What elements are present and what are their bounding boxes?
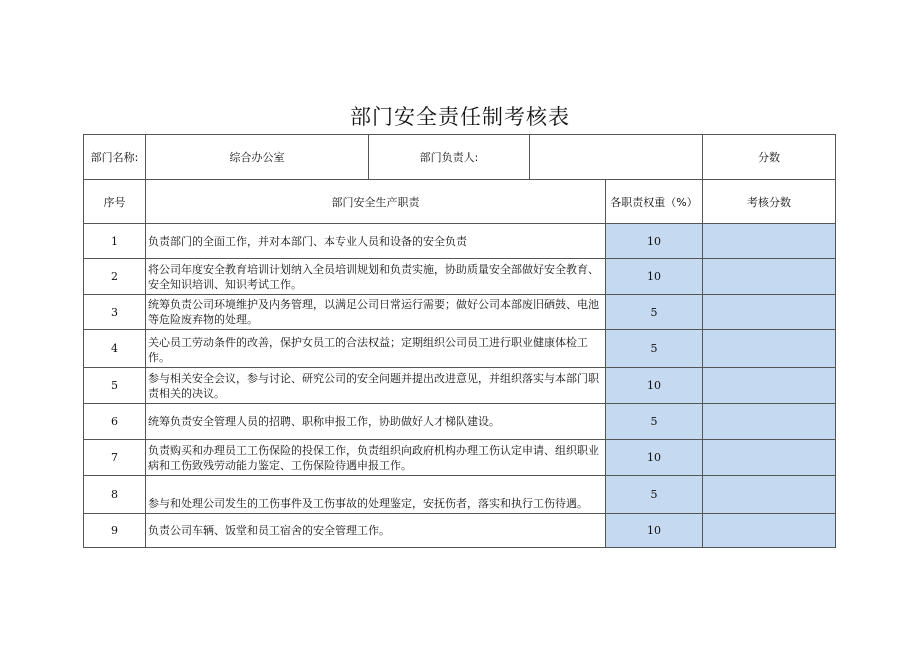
table-row (84, 440, 836, 476)
row-weight: 5 (606, 330, 703, 368)
row-score-cell[interactable] (703, 476, 836, 514)
row-duty: 参与相关安全会议，参与讨论、研究公司的安全问题并提出改进意见，并组织落实与本部门职责相关的决议。 (146, 368, 606, 404)
row-score-cell[interactable] (703, 330, 836, 368)
row-seq: 5 (84, 368, 146, 404)
row-duty: 负责公司车辆、饭堂和员工宿舍的安全管理工作。 (146, 514, 606, 548)
row-duty: 将公司年度安全教育培训计划纳入全员培训规划和负责实施，协助质量安全部做好安全教育、安全知识培训、知识考试工作。 (146, 259, 606, 295)
page-title: 部门安全责任制考核表 (350, 105, 570, 129)
table-row (84, 295, 836, 330)
row-score-cell[interactable] (703, 440, 836, 476)
table-row (84, 259, 836, 295)
row-weight: 5 (606, 295, 703, 330)
col-header-score: 考核分数 (703, 180, 836, 224)
row-weight: 10 (606, 440, 703, 476)
row-weight: 10 (606, 224, 703, 259)
row-weight: 5 (606, 476, 703, 514)
row-seq: 2 (84, 259, 146, 295)
row-duty: 负责部门的全面工作，并对本部门、本专业人员和设备的安全负责 (146, 224, 606, 259)
col-header-weight: 各职责权重（%） (606, 180, 703, 224)
assessment-table (83, 134, 836, 548)
row-seq: 9 (84, 514, 146, 548)
dept-name-label: 部门名称: (84, 135, 146, 180)
column-header-row (84, 180, 836, 224)
row-score-cell[interactable] (703, 404, 836, 440)
row-duty: 参与和处理公司发生的工伤事件及工伤事故的处理鉴定，安抚伤者，落实和执行工伤待遇。 (146, 476, 606, 514)
row-seq: 3 (84, 295, 146, 330)
col-header-duty: 部门安全生产职责 (146, 180, 606, 224)
row-score-cell[interactable] (703, 514, 836, 548)
row-seq: 8 (84, 476, 146, 514)
row-score-cell[interactable] (703, 224, 836, 259)
row-seq: 4 (84, 330, 146, 368)
table-row (84, 514, 836, 548)
dept-name-value[interactable]: 综合办公室 (146, 135, 369, 180)
row-weight: 10 (606, 259, 703, 295)
table-row (84, 368, 836, 404)
row-duty: 关心员工劳动条件的改善，保护女员工的合法权益；定期组织公司员工进行职业健康体检工作。 (146, 330, 606, 368)
dept-head-value[interactable] (530, 135, 703, 180)
table-row (84, 330, 836, 368)
row-score-cell[interactable] (703, 259, 836, 295)
table-row (84, 476, 836, 514)
row-duty: 统筹负责安全管理人员的招聘、职称申报工作，协助做好人才梯队建设。 (146, 404, 606, 440)
info-row (84, 135, 836, 180)
table-row (84, 224, 836, 259)
row-seq: 6 (84, 404, 146, 440)
col-header-seq: 序号 (84, 180, 146, 224)
row-score-cell[interactable] (703, 295, 836, 330)
row-duty: 统筹负责公司环境维护及内务管理，以满足公司日常运行需要；做好公司本部废旧硒鼓、电池等危险废弃物的处理。 (146, 295, 606, 330)
row-seq: 1 (84, 224, 146, 259)
row-seq: 7 (84, 440, 146, 476)
table-row (84, 404, 836, 440)
score-label: 分数 (703, 135, 836, 180)
row-weight: 10 (606, 368, 703, 404)
row-weight: 10 (606, 514, 703, 548)
row-score-cell[interactable] (703, 368, 836, 404)
row-duty: 负责购买和办理员工工伤保险的投保工作，负责组织向政府机构办理工伤认定申请、组织职业病和工伤致残劳动能力鉴定、工伤保险待遇申报工作。 (146, 440, 606, 476)
row-weight: 5 (606, 404, 703, 440)
dept-head-label: 部门负责人: (369, 135, 530, 180)
